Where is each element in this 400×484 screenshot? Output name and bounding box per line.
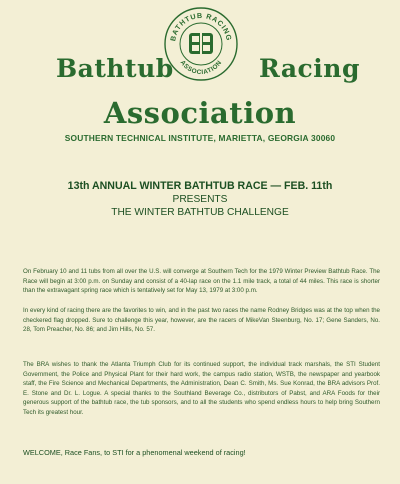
event-subtitle: THE WINTER BATHTUB CHALLENGE: [111, 207, 289, 218]
logo-ring-text-top: BATHTUB RACING: [168, 10, 234, 42]
logo-ring-text-bottom: ASSOCIATION: [178, 59, 224, 77]
title-line-2: Association: [103, 96, 297, 130]
event-presents: PRESENTS: [172, 194, 228, 205]
title-word-racing: Racing: [259, 54, 360, 83]
paragraph-racers: In every kind of racing there are the favorites to win, and in the past two races the name Rodney Bridges was at the top when the checkered flag dropped. Sure to challenge this year, however, are the racers of MikeVan Steenburg, No. 17; Gene Sanders, No. 28, Tom Preacher, No. 86; and Jim Hills, No. 57.: [23, 307, 380, 333]
welcome-line: WELCOME, Race Fans, to STI for a phenomenal weekend of racing!: [23, 448, 246, 457]
bathtub-racing-emblem-icon: [163, 6, 239, 82]
event-headline: 13th ANNUAL WINTER BATHTUB RACE — FEB. 11th: [67, 180, 333, 192]
paragraph-intro: On February 10 and 11 tubs from all over the U.S. will converge at Southern Tech for the 1979 Winter Preview Bathtub Race. The Race will begin at 3:00 p.m. on Sunday and consist of a 40-lap race on the 1.1 mile track, a total of 44 miles. This race is shorter than the extravagant spring race which is tentatively set for May 13, 1979 at 3:00 p.m.: [23, 268, 380, 294]
paragraph-thanks: The BRA wishes to thank the Atlanta Triumph Club for its continued support, the individual track marshals, the STI Student Government, the Police and Physical Plant for their hard work, the campus radio station, WSTB, the newspaper and yearbook staff, the Fire Science and Mechanical Departments, the Administration, Dean C. Smith, Ms. Sue Konrad, the BRA advisors Prof. E. Stone and Dr. L. Logue. A special thanks to the Southland Beverage Co., distributors of Pabst, and ARA Foods for their generous support of the bathtub race, the tub sponsors, and to all the students who spend endless hours to help bring Southern Tech its greatest hour.: [23, 361, 380, 416]
svg-text:ASSOCIATION: [179, 59, 224, 76]
title-word-bathtub: Bathtub: [56, 54, 174, 83]
address: SOUTHERN TECHNICAL INSTITUTE, MARIETTA, GEORGIA 30060: [64, 133, 336, 143]
